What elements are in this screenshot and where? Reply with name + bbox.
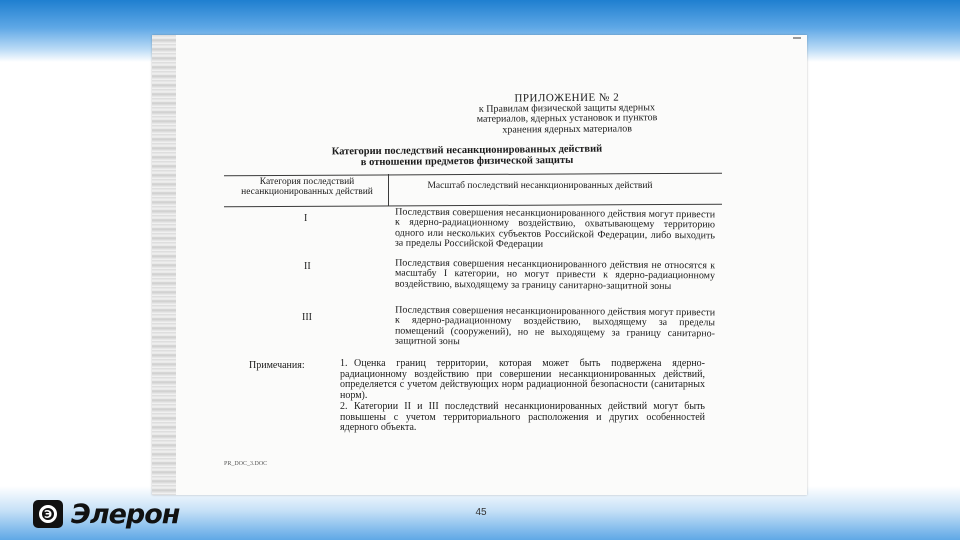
table-header-scale: Масштаб последствий несанкционированных действий bbox=[427, 181, 653, 191]
table-row-category: I bbox=[304, 213, 308, 224]
note-number: 1. bbox=[340, 358, 348, 369]
table-top-rule bbox=[224, 173, 722, 177]
note-text: Оценка границ территории, которая может быть подвержена ядерно-радиационному воздействию при совершении несанкционированных действий, определяется с учетом действующих норм радиационной безопасности (санитарных норм). bbox=[340, 358, 705, 401]
scan-corner-mark bbox=[793, 37, 801, 39]
document-title-line: Категории последствий несанкционированных действий bbox=[331, 143, 603, 158]
table-header-category: Категория последствий несанкционированных действий bbox=[241, 177, 373, 197]
appendix-line: материалов, ядерных установок и пунктов bbox=[476, 112, 658, 125]
company-logo bbox=[33, 497, 179, 531]
appendix-heading: ПРИЛОЖЕНИЕ № 2 bbox=[514, 91, 620, 105]
scanned-document bbox=[152, 35, 807, 495]
appendix-line: хранения ядерных материалов bbox=[502, 122, 632, 136]
table-row-text: Последствия совершения несанкционированного действия не относятся к масштабу I категории, но могут привести к ядерно-радиационному воздействию, выходящему за границу санитарно-защитной зоны bbox=[394, 257, 716, 292]
slide-page-number: 45 bbox=[475, 507, 487, 518]
table-row-text: Последствия совершения несанкционированного действия могут привести к ядерно-радиационному воздействию, охватывающему территорию одного или нескольких субъектов Российской Федерации, либо выходить за пределы Российской Федерации bbox=[394, 206, 716, 251]
appendix-line: к Правилам физической защиты ядерных bbox=[478, 101, 656, 115]
table-row-text: Последствия совершения несанкционированного действия могут привести к ядерно-радиационному воздействию, выходящему за пределы помещений (сооружений), но не выходящему за границу санитарно-защитной зоны bbox=[394, 304, 716, 348]
eleron-logo-icon: Э bbox=[33, 500, 63, 528]
note-text: Категории II и III последствий несанкционированных действий могут быть повышены с учетом территориального расположения и других особенностей ядерного объекта. bbox=[340, 401, 705, 434]
document-title-line: в отношении предметов физической защиты bbox=[360, 154, 574, 169]
notes-label: Примечания: bbox=[249, 360, 305, 371]
logo-text: Элерон bbox=[71, 498, 180, 530]
table-row-category: II bbox=[304, 261, 311, 272]
table-row-category: III bbox=[302, 312, 312, 323]
note-item bbox=[340, 402, 705, 434]
note-item bbox=[340, 359, 705, 401]
table-column-divider bbox=[388, 174, 389, 206]
appendix-block bbox=[427, 92, 707, 136]
scan-binding-edge bbox=[152, 35, 176, 495]
note-number: 2. bbox=[340, 401, 348, 412]
document-title bbox=[272, 143, 662, 169]
file-footnote: PR_DOC_3.DOC bbox=[224, 461, 268, 467]
